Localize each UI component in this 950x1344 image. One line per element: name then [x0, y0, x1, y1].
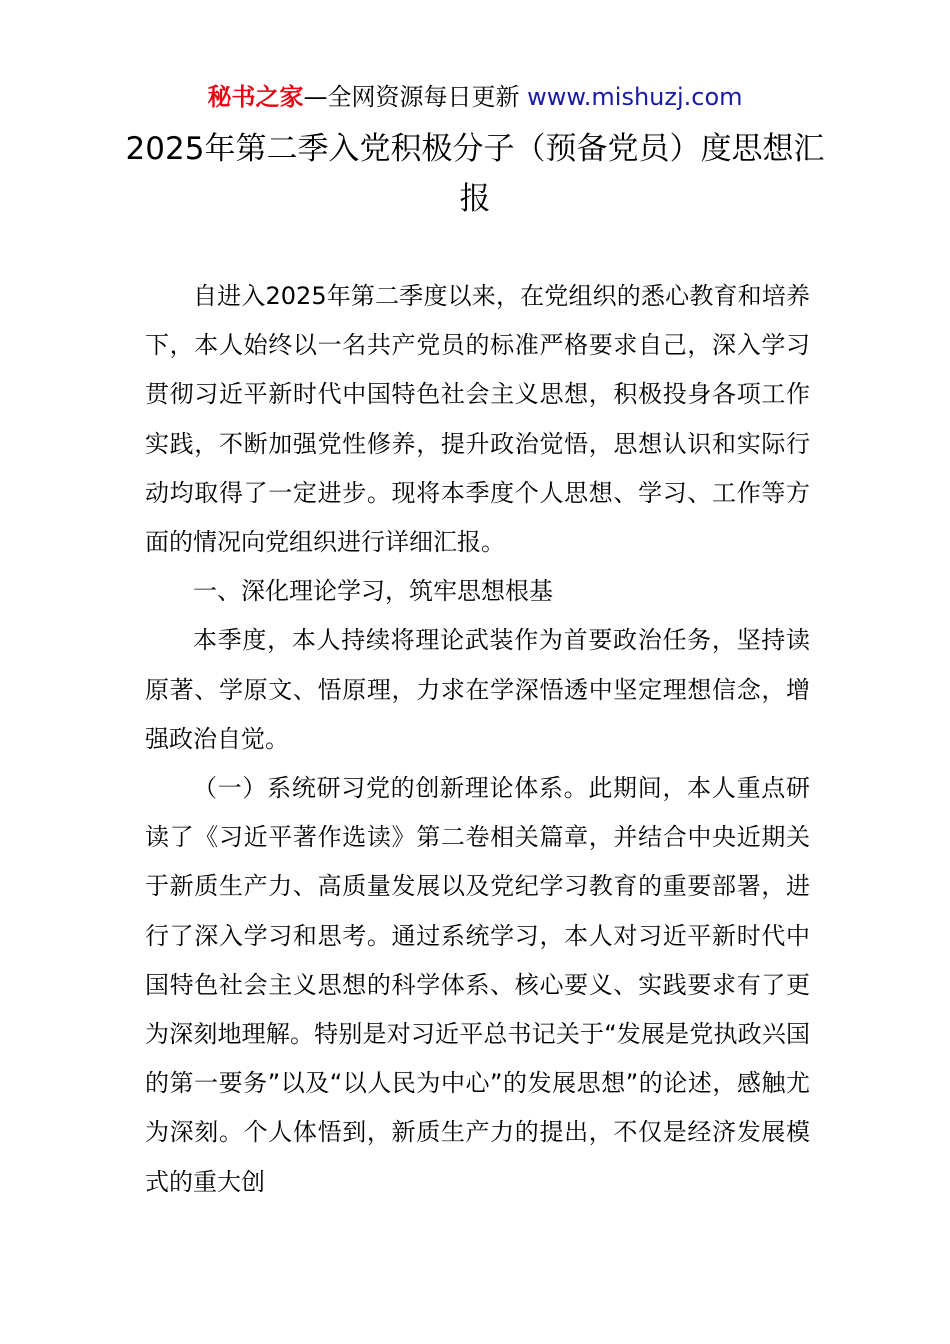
brand-name: 秘书之家	[207, 83, 304, 111]
intro-paragraph: 自进入2025年第二季度以来，在党组织的悉心教育和培养下，本人始终以一名共产党员的标准严格要求自己，深入学习贯彻习近平新时代中国特色社会主义思想，积极投身各项工作实践，不断加强党性修养，提升政治觉悟，思想认识和实际行动均取得了一定进步。现将本季度个人思想、学习、工作等方面的情况向党组织进行详细汇报。	[145, 282, 810, 557]
subsection-paragraph: （一）系统研习党的创新理论体系。此期间，本人重点研读了《习近平著作选读》第二卷相关篇章，并结合中央近期关于新质生产力、高质量发展以及党纪学习教育的重要部署，进行了深入学习和思考。通过系统学习，本人对习近平新时代中国特色社会主义思想的科学体系、核心要义、实践要求有了更为深刻地理解。特别是对习近平总书记关于“发展是党执政兴国的第一要务”以及“以人民为中心”的发展思想”的论述，感触尤为深刻。个人体悟到，新质生产力的提出，不仅是经济发展模式的重大创	[145, 774, 810, 1196]
section-heading: 一、深化理论学习，筑牢思想根基	[193, 577, 553, 606]
header-tagline: —全网资源每日更新	[303, 83, 528, 111]
site-url-link[interactable]: www.mishuzj.com	[527, 83, 743, 111]
document-title: 2025年第二季入党积极分子（预备党员）度思想汇报	[125, 131, 825, 217]
site-header	[0, 80, 950, 114]
document-body	[145, 272, 810, 1207]
section-paragraph: 本季度，本人持续将理论武装作为首要政治任务，坚持读原著、学原文、悟原理，力求在学深悟透中坚定理想信念，增强政治自觉。	[145, 626, 810, 753]
